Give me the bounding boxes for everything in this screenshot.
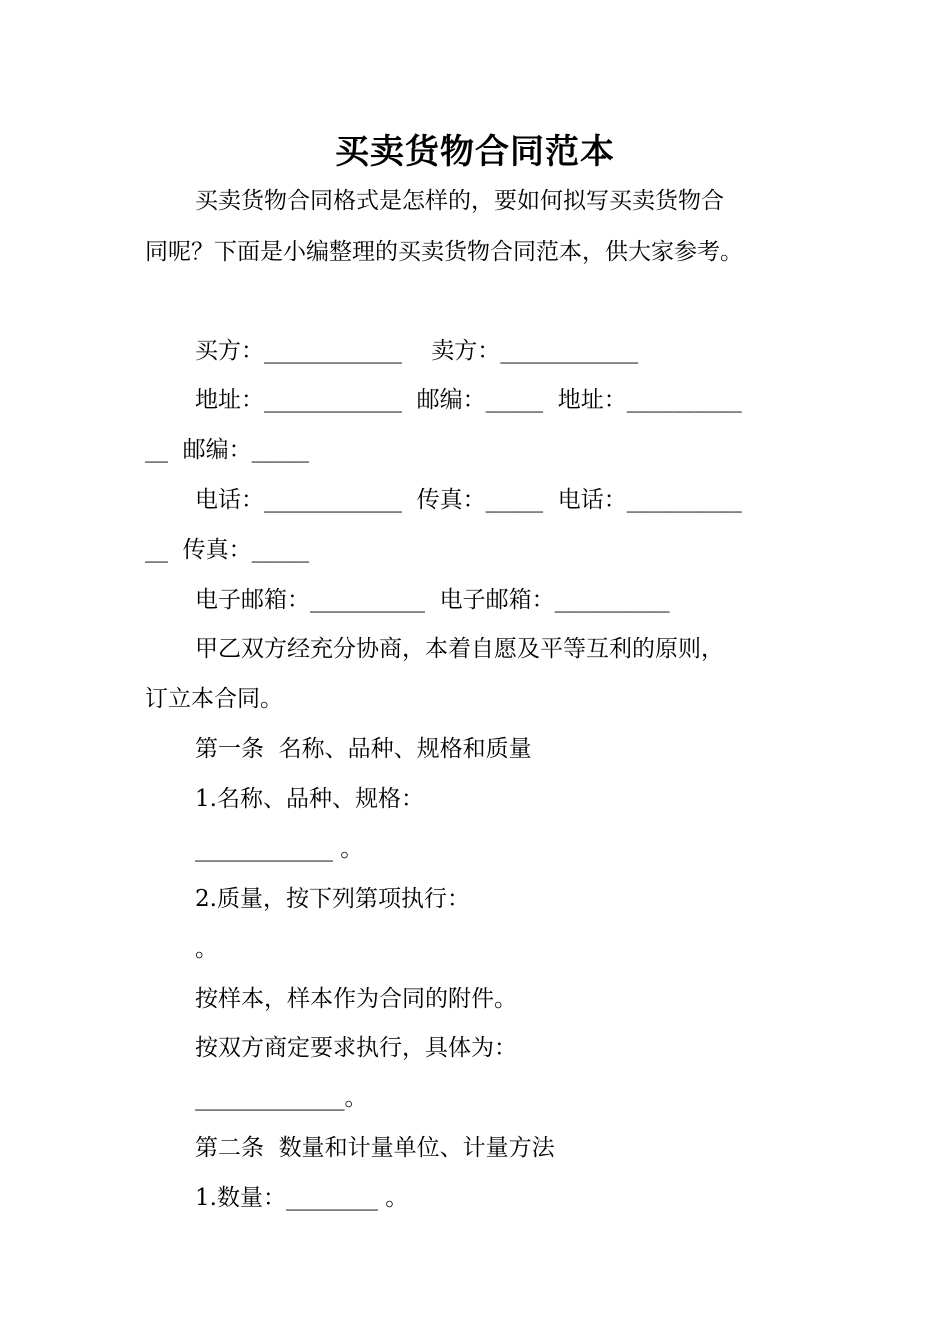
article-1-item-1: 1.名称、品种、规格： [195,786,424,812]
phone-line-wrap: __ 传真：_____ [145,537,310,563]
article-2-heading: 第二条 数量和计量单位、计量方法 [195,1135,555,1161]
address-line-wrap: __ 邮编：_____ [145,437,310,463]
article-1-option-agreed-blank: _____________。 [195,1085,368,1111]
article-1-item-1-blank: ____________ 。 [195,836,364,862]
intro-line-1: 买卖货物合同格式是怎样的，要如何拟写买卖货物合 [195,188,724,214]
article-1-item-2-dot: 。 [195,936,218,962]
email-line: 电子邮箱：__________ 电子邮箱：__________ [195,587,670,613]
intro-line-2: 同呢？下面是小编整理的买卖货物合同范本，供大家参考。 [145,239,743,265]
address-line: 地址：____________ 邮编：_____ 地址：__________ [195,387,742,413]
article-1-option-agreed: 按双方商定要求执行，具体为： [195,1035,517,1061]
buyer-seller-line: 买方：____________ 卖方：____________ [195,338,639,364]
article-1-heading: 第一条 名称、品种、规格和质量 [195,736,532,762]
document-title: 买卖货物合同范本 [335,132,615,172]
article-1-option-sample: 按样本，样本作为合同的附件。 [195,986,517,1012]
preamble-line-2: 订立本合同。 [145,686,283,712]
article-1-item-2: 2.质量，按下列第项执行： [195,886,470,912]
phone-line: 电话：____________ 传真：_____ 电话：__________ [195,487,742,513]
article-2-item-1: 1.数量：________ 。 [195,1185,409,1211]
preamble-line-1: 甲乙双方经充分协商，本着自愿及平等互利的原则， [195,636,724,662]
